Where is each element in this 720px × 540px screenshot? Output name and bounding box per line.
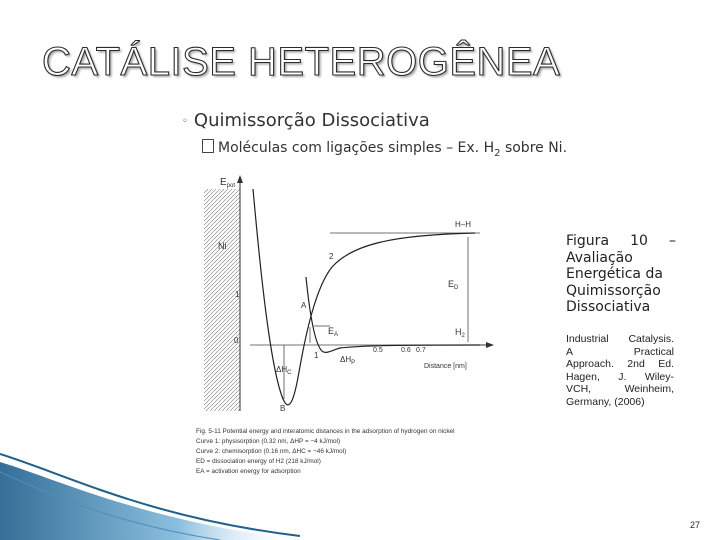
bullet-level1	[182, 110, 430, 131]
reference-line: A Practical	[566, 345, 674, 358]
label-zero: 0	[234, 336, 239, 345]
nickel-surface-hatch	[204, 189, 240, 411]
x-tick-2: 0.7	[416, 347, 426, 354]
label-dh-c: $\Delta H_C$	[276, 365, 292, 376]
reference-line: Approach. 2nd Ed.	[566, 358, 674, 371]
figure-caption-4: ED = dissociation energy of H2 (218 kJ/mol)	[196, 458, 321, 465]
bullet-level2-suffix: sobre Ni.	[500, 140, 568, 156]
square-bullet-icon	[202, 139, 214, 153]
page-number: 27	[690, 520, 701, 530]
reference-line: Industrial Catalysis.	[566, 333, 674, 345]
circle-bullet-icon: ◦	[182, 115, 188, 127]
side-caption-line: Figura 10 –	[566, 233, 676, 249]
side-caption-line: Energética da	[566, 266, 663, 283]
label-hh: H–H	[455, 220, 472, 229]
label-ea: $E_A$	[328, 326, 339, 338]
label-curve-1: 1	[314, 351, 319, 360]
bullet-level2-subscript: 2	[494, 147, 501, 159]
label-ed: $E_D$	[448, 279, 459, 291]
x-tick-0: 0.5	[373, 347, 383, 354]
reference-line: Germany, (2006)	[566, 395, 645, 408]
side-caption-line: Quimissorção	[566, 282, 661, 299]
label-curve-2: 2	[329, 252, 334, 261]
figure-caption-3: Curve 2: chemisorption (0.16 nm, ΔHC = −46 kJ/mol)	[196, 448, 347, 455]
slide-title: CATÁLISE HETEROGÊNEA	[42, 40, 561, 84]
label-dh-p: $\Delta H_P$	[340, 355, 356, 366]
y-axis-label: $E_{pot}$	[220, 177, 236, 189]
label-point-a: A	[301, 301, 307, 310]
label-h2: $H_2$	[455, 327, 465, 339]
bullet-level1-text: Quimissorção Dissociativa	[193, 110, 430, 131]
decorative-ribbon	[0, 440, 300, 540]
reference-line: Hagen, J. Wiley-	[566, 370, 674, 383]
figure-caption-1: Fig. 5-11 Potential energy and interatomic distances in the adsorption of hydrogen on nickel	[196, 428, 455, 435]
reference-text	[566, 333, 674, 409]
figure-caption-2: Curve 1: physisorption (0.32 nm, ΔHP = −4 kJ/mol)	[196, 438, 341, 445]
potential-energy-figure	[190, 167, 552, 479]
bullet-level2	[202, 139, 567, 159]
label-curve-1-left: 1	[235, 290, 240, 299]
label-point-b: B	[280, 404, 286, 413]
side-caption	[566, 233, 676, 316]
x-axis-label: Distance [nm]	[424, 363, 467, 370]
side-caption-line: Avaliação	[566, 249, 633, 266]
reference-line: VCH, Weinheim,	[566, 383, 674, 396]
figure-caption-5: EA = activation energy for adsorption	[196, 468, 301, 475]
x-axis-arrow	[486, 342, 494, 348]
side-caption-line: Dissociativa	[566, 299, 651, 316]
surface-label: Ni	[218, 241, 227, 251]
x-tick-1: 0.6	[401, 347, 411, 354]
y-axis-arrow	[237, 175, 243, 183]
bullet-level2-prefix: Moléculas com ligações simples – Ex. H	[218, 140, 495, 156]
